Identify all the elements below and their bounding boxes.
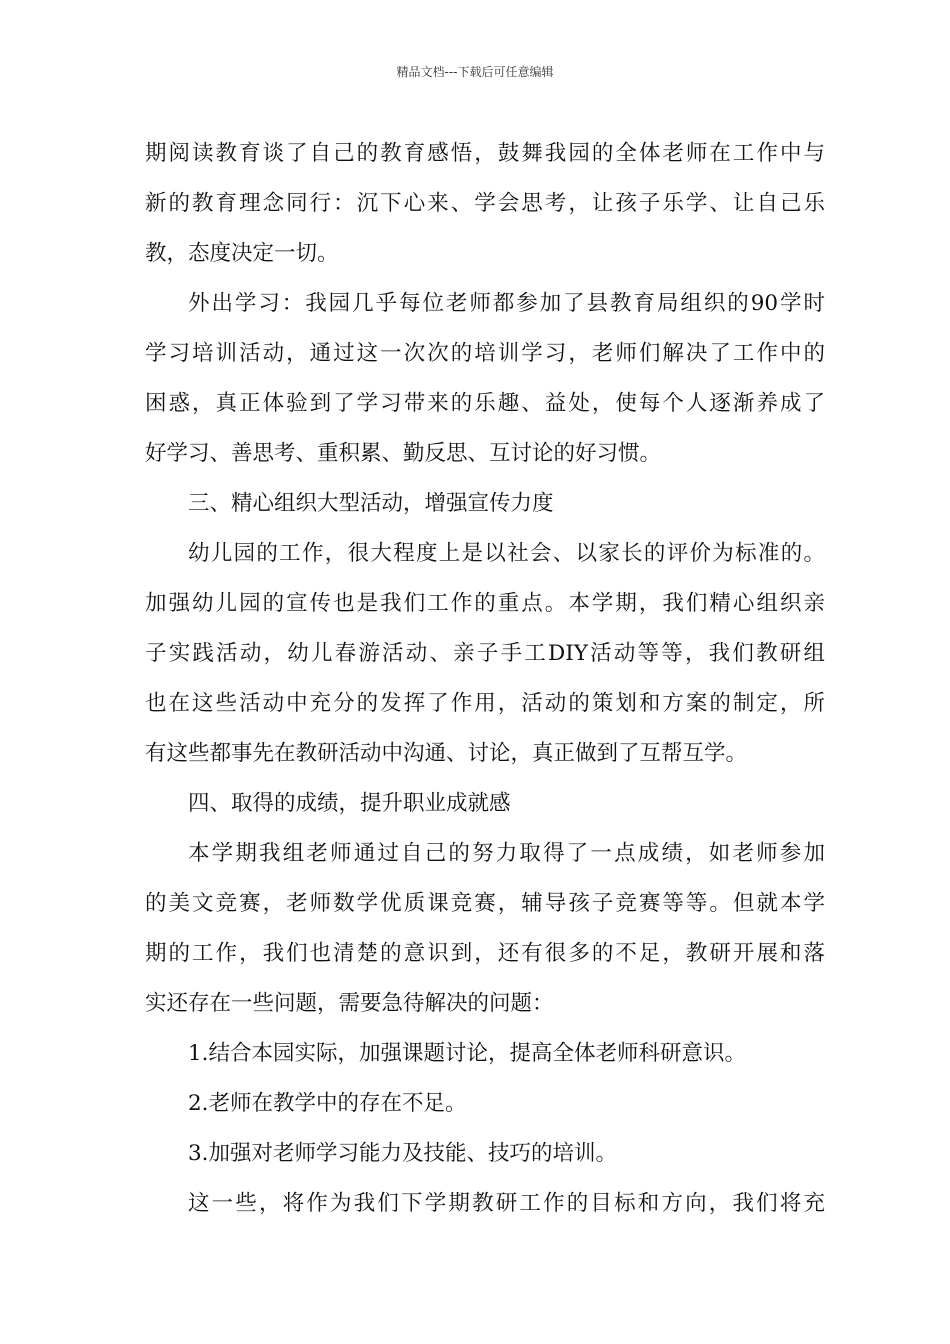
text-line: 学习培训活动，通过这一次次的培训学习，老师们解决了工作中的 bbox=[145, 341, 825, 366]
page-header: 精品文档---下载后可任意编辑 bbox=[396, 65, 554, 79]
text-line: 期的工作，我们也清楚的意识到，还有很多的不足，教研开展和落 bbox=[145, 941, 825, 966]
text-line: 实还存在一些问题，需要急待解决的问题： bbox=[145, 991, 554, 1016]
text-line: 子实践活动，幼儿春游活动、亲子手工DIY活动等等，我们教研组 bbox=[145, 641, 825, 666]
text-line: 加强幼儿园的宣传也是我们工作的重点。本学期，我们精心组织亲 bbox=[145, 591, 825, 616]
text-line: 本学期我组老师通过自己的努力取得了一点成绩，如老师参加 bbox=[188, 841, 825, 866]
text-line: 困惑，真正体验到了学习带来的乐趣、益处，使每个人逐渐养成了 bbox=[145, 391, 825, 416]
list-item: 1.结合本园实际，加强课题讨论，提高全体老师科研意识。 bbox=[188, 1041, 747, 1066]
text-line: 有这些都事先在教研活动中沟通、讨论，真正做到了互帮互学。 bbox=[145, 741, 748, 766]
text-line: 幼儿园的工作，很大程度上是以社会、以家长的评价为标准的。 bbox=[188, 541, 825, 566]
text-line: 好学习、善思考、重积累、勤反思、互讨论的好习惯。 bbox=[145, 441, 662, 466]
text-line: 教，态度决定一切。 bbox=[145, 241, 339, 266]
section-heading: 四、取得的成绩，提升职业成就感 bbox=[188, 791, 511, 816]
text-line: 新的教育理念同行：沉下心来、学会思考，让孩子乐学、让自己乐 bbox=[145, 191, 825, 216]
text-line: 的美文竞赛，老师数学优质课竞赛，辅导孩子竞赛等等。但就本学 bbox=[145, 891, 825, 916]
list-item: 3.加强对老师学习能力及技能、技巧的培训。 bbox=[188, 1141, 618, 1166]
list-item: 2.老师在教学中的存在不足。 bbox=[188, 1091, 467, 1116]
text-line: 这一些，将作为我们下学期教研工作的目标和方向，我们将充 bbox=[188, 1191, 825, 1216]
text-line: 也在这些活动中充分的发挥了作用，活动的策划和方案的制定，所 bbox=[145, 691, 825, 716]
document-body bbox=[145, 129, 825, 1229]
text-line: 外出学习：我园几乎每位老师都参加了县教育局组织的90学时 bbox=[188, 291, 825, 316]
text-line: 期阅读教育谈了自己的教育感悟，鼓舞我园的全体老师在工作中与 bbox=[145, 141, 825, 166]
section-heading: 三、精心组织大型活动，增强宣传力度 bbox=[188, 491, 554, 516]
